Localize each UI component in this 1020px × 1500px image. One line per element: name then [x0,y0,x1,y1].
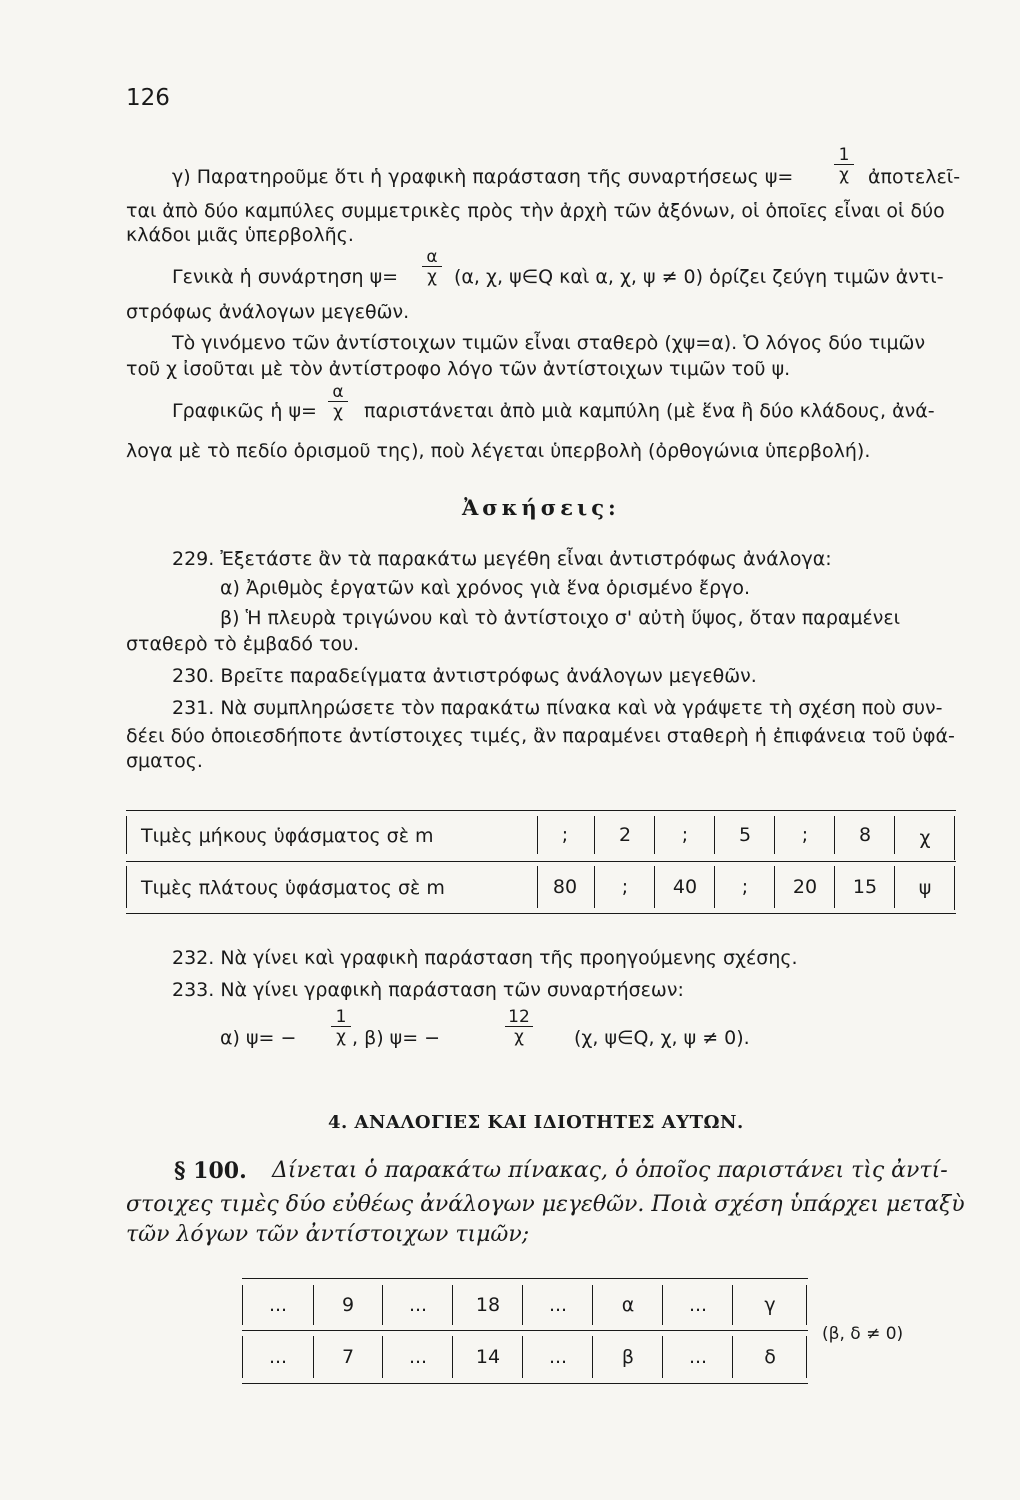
fraction-a-over-x [422,248,442,287]
para-graph-line2: λογα μὲ τὸ πεδίο ὁρισμοῦ της), ποὺ λέγεται ὑπερβολὴ (ὀρθογώνια ὑπερβολή). [126,440,871,462]
table-cell: ... [524,1285,593,1325]
table-cell: ... [664,1285,733,1325]
exercise-229-line1: 229. Ἐξετάστε ἂν τὰ παρακάτω μεγέθη εἶναι ἀντιστρόφως ἀνάλογα: [172,548,832,570]
exercise-232: 232. Νὰ γίνει καὶ γραφικὴ παράσταση τῆς προηγούμενης σχέσης. [172,947,798,969]
exercise-229-line2: α) Ἀριθμὸς ἐργατῶν καὶ χρόνος γιὰ ἕνα ὁρισμένο ἔργο. [220,577,751,599]
table-cell: γ [734,1285,807,1325]
table-cell: 9 [314,1285,383,1325]
table-cell: 14 [454,1336,523,1378]
table-cell: ... [664,1336,733,1378]
table-cell: χ [896,816,955,860]
para-general-text-b: (α, χ, ψ∈Q καὶ α, χ, ψ ≠ 0) ὁρίζει ζεύγη τιμῶν ἀντι- [454,266,944,288]
table-cell: ... [384,1285,453,1325]
fraction-denominator: χ [427,267,437,287]
table-cell: 18 [454,1285,523,1325]
page-number: 126 [126,85,170,111]
exercises-heading: Ἀσκήσεις: [462,495,620,520]
table-cell: 8 [836,816,895,854]
table-cell: ; [776,816,835,854]
fabric-length-label: Τιμὲς μήκους ὑφάσματος σὲ m [141,825,434,847]
section-heading: 4. ΑΝΑΛΟΓΙΕΣ ΚΑΙ ΙΔΙΟΤΗΤΕΣ ΑΥΤΩΝ. [328,1112,744,1133]
fabric-width-label: Τιμὲς πλάτους ὑφάσματος σὲ m [141,877,445,899]
fraction-1-over-x [834,146,854,185]
exercise-231-line2: δέει δύο ὁποιεσδήποτε ἀντίστοιχες τιμές, ἂν παραμένει σταθερὴ ἡ ἐπιφάνεια τοῦ ὑφά- [126,725,955,747]
table-cell: δ [734,1336,807,1378]
table-cell: ... [242,1285,314,1325]
table-cell: β [594,1336,663,1378]
table-cell: ... [524,1336,593,1378]
table-cell: ... [384,1336,453,1378]
fraction-denominator: χ [514,1027,524,1047]
fraction-numerator: α [332,382,344,402]
para-graph-text-a: Γραφικῶς ἡ ψ= [172,400,317,422]
fraction-denominator: χ [839,165,849,185]
fraction-denominator: χ [336,1027,346,1047]
section-100-line3: τῶν λόγων τῶν ἀντίστοιχων τιμῶν; [126,1222,530,1247]
exercise-231-line1: 231. Νὰ συμπληρώσετε τὸν παρακάτω πίνακα καὶ νὰ γράψετε τὴ σχέση ποὺ συν- [172,697,943,719]
para-gamma-line3: κλάδοι μιᾶς ὑπερβολῆς. [126,224,354,246]
section-100-line1: Δίνεται ὁ παρακάτω πίνακας, ὁ ὁποῖος παριστάνει τὶς ἀντί- [272,1158,948,1183]
table-cell: ; [656,816,715,854]
table-cell: 80 [536,866,595,908]
para-general-line2: στρόφως ἀνάλογων μεγεθῶν. [126,301,410,323]
exercise-233-b-label: , β) ψ= − [352,1027,441,1049]
section-100-mark: § 100. [174,1158,247,1184]
para-graph-text-b: παριστάνεται ἀπὸ μιὰ καμπύλη (μὲ ἕνα ἢ δύο κλάδους, ἀνά- [364,400,935,422]
exercise-233-a-label: α) ψ= − [220,1027,297,1049]
table-cell: ; [536,816,595,854]
fraction-numerator: 12 [508,1007,530,1027]
table-cell: α [594,1285,663,1325]
proportion-table-note: (β, δ ≠ 0) [822,1324,904,1344]
table-cell: ψ [896,866,955,910]
exercise-230: 230. Βρεῖτε παραδείγματα ἀντιστρόφως ἀνάλογων μεγεθῶν. [172,665,757,687]
exercise-231-line3: σματος. [126,750,203,772]
fraction-1-over-x [331,1008,351,1047]
table-cell: 5 [716,816,775,854]
para-product-line1: Τὸ γινόμενο τῶν ἀντίστοιχων τιμῶν εἶναι σταθερὸ (χψ=α). Ὁ λόγος δύο τιμῶν [172,332,926,354]
exercise-229-line3: β) Ἡ πλευρὰ τριγώνου καὶ τὸ ἀντίστοιχο σ' αὐτὴ ὕψος, ὅταν παραμένει [220,607,901,629]
fraction-numerator: 1 [838,145,850,165]
table-cell: 20 [776,866,835,908]
exercise-233-condition: (χ, ψ∈Q, χ, ψ ≠ 0). [574,1027,750,1049]
para-gamma-line1 [172,163,793,191]
fraction-denominator: χ [333,402,343,422]
fabric-table-divider [126,861,956,862]
fraction-a-over-x [328,383,348,422]
exercise-229-line4: σταθερὸ τὸ ἐμβαδό του. [126,633,360,655]
table-cell: ; [716,866,775,908]
para-gamma-text-a: γ) Παρατηροῦμε ὅτι ἡ γραφικὴ παράσταση τῆς συναρτήσεως ψ= [172,166,794,188]
para-gamma-text-b: ἀποτελεῖ- [868,166,961,188]
fraction-12-over-x [505,1008,533,1047]
fraction-numerator: α [426,247,438,267]
table-cell: 15 [836,866,895,908]
table-cell: ; [596,866,655,908]
para-general-text-a: Γενικὰ ἡ συνάρτηση ψ= [172,266,399,288]
section-100-line2: στοιχες τιμὲς δύο εὐθέως ἀνάλογων μεγεθῶν. Ποιὰ σχέση ὑπάρχει μεταξὺ [126,1192,965,1217]
para-gamma-line2: ται ἀπὸ δύο καμπύλες συμμετρικὲς πρὸς τὴν ἀρχὴ τῶν ἀξόνων, οἱ ὁποῖες εἶναι οἱ δύο [126,200,945,222]
table-cell: 7 [314,1336,383,1378]
table-cell: ... [242,1336,314,1378]
table-cell: 40 [656,866,715,908]
fraction-numerator: 1 [335,1007,347,1027]
table-cell: 2 [596,816,655,854]
proportion-table-divider [242,1330,808,1331]
exercise-233-line1: 233. Νὰ γίνει γραφικὴ παράσταση τῶν συναρτήσεων: [172,979,684,1001]
para-product-line2: τοῦ χ ἰσοῦται μὲ τὸν ἀντίστροφο λόγο τῶν ἀντίστοιχων τιμῶν τοῦ ψ. [126,358,791,380]
